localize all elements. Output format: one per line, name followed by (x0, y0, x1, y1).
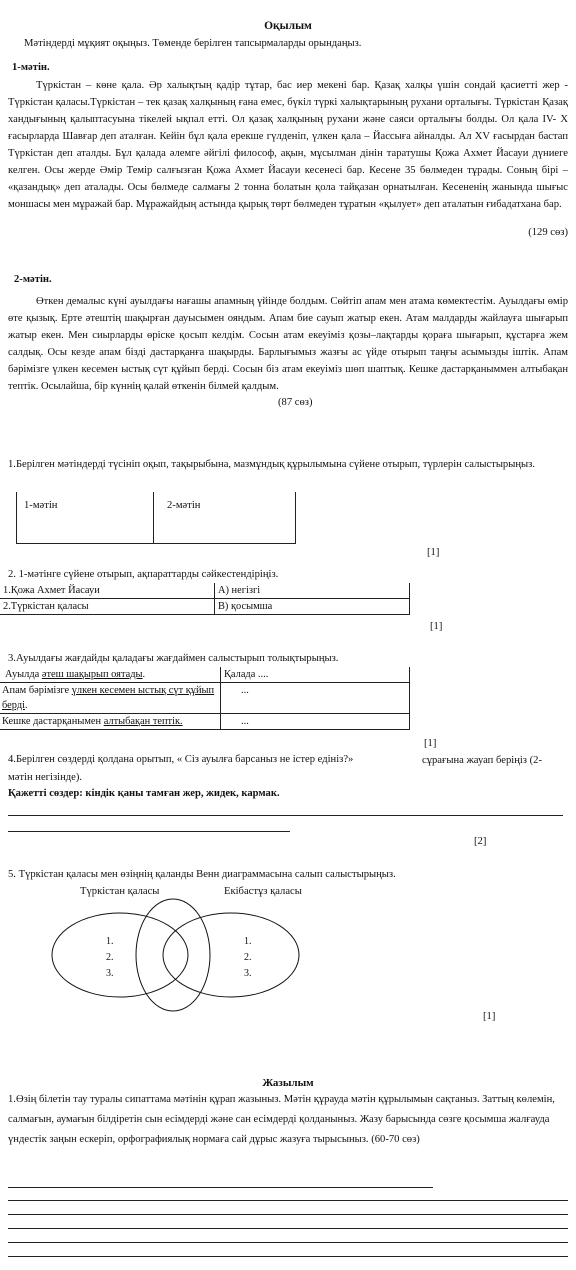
task2-left: 1.Қожа Ахмет Йасауи (3, 585, 100, 596)
writing-answer-line[interactable] (8, 1242, 568, 1243)
task4-text-a: 4.Берілген сөздерді қолдана орытып, « Сіз ауылға барсаныз не істер едініз?» (8, 754, 354, 765)
task4-answer-line[interactable] (8, 831, 290, 832)
venn-middle-ellipse (136, 899, 210, 1011)
text2-label: 2-мәтін. (14, 274, 52, 285)
text1-label: 1-мәтін. (12, 62, 50, 73)
task3-row (0, 714, 410, 730)
task4-text-b: сұрағына жауап беріңіз (2-мәтін негізінде). (8, 755, 542, 783)
task1-col1: 1-мәтін (24, 500, 58, 511)
task1-text: 1.Берілген мәтіндерді түсініп оқып, тақырыбына, мазмұндық құрылымына сүйене отырып, түрлерін салыстырыңыз. (8, 459, 535, 470)
writing-answer-line[interactable] (8, 1256, 568, 1257)
task3-right: Қалада .... (221, 667, 410, 683)
task3-left (0, 714, 221, 730)
task1-col2: 2-мәтін (167, 500, 201, 511)
venn-right-ellipse (163, 913, 299, 997)
task3-r2-a: Апам бәрімізге (2, 685, 72, 696)
task2-right: А) негізгі (215, 583, 410, 599)
task1-score: [1] (427, 547, 440, 558)
venn-left-ellipse (52, 913, 188, 997)
task3-score: [1] (424, 738, 437, 749)
text1-body: Түркістан – көне қала. Әр халықтың қадір тұтар, бас иер мекені бар. Қазақ халқы үшін сондай қасиетті жер - Түркістан қаласы.Түркістан – тек қазақ халқының ғана емес, бүкіл түркі халықтарының рухани орталығы. Түркістан Қазақ хандығының қалыптасуына тікелей ықпал етті. Ол қазақ халқының рухани және саяси орталығы болды. Ол қала IV- X ғасырларда Шавғар деп аталған. Кейін бұл қала ерекше гүлденіп, үлкен қала – Йассыға айналды. Ал XV ғасырдан бастап Түркістан деп аталды. Бұл қалада әлемге әйгілі философ, ақын, мұсылман дінін таратушы Қожа Ахмет Йасауи дүниеге келген. Осы жерде Әмір Темір салғызған Қожа Ахмет Йасауи кесенесі бар. Кесене 35 бөлмеден тұрады. Соның бірі – «қазандық» деп аталады. Осы бөлмеде салмағы 2 тонна болатын қола тайқазан орнатылған. Кесененің жанында шығыс моншасы мен мұражай бар. Мұражайдың астында қырық төрт бөлмеден тұратын «қылует» деп аталатын ғибадатхана бар. (8, 80, 568, 210)
venn-right-item: 2. (244, 952, 252, 963)
text2-word-count: (87 сөз) (278, 397, 313, 408)
task2-left: 2.Түркістан қаласы (3, 601, 89, 612)
writing-answer-line[interactable] (8, 1200, 568, 1201)
task2-right: В) қосымша (215, 599, 410, 615)
task1-table (16, 492, 296, 544)
venn-diagram (45, 895, 305, 1015)
text2-body: Өткен демалыс күні ауылдағы нағашы апамның үйінде болдым. Сөйтіп апам мен атама көмектестім. Ауылдағы өмір өте қызық. Ерте әтештің шақырған дауысымен ояндым. Апам бие сауып жатыр екен. Атам малдарды жайлауға шығарып жатыр екен. Мен сиырларды өріске қосып келдім. Сосын атам екеуіміз қозы–лақтарды қораға шығарып, құстарға жем салдық. Осы кезде апам бізді дастарқанға шақырды. Барлығымыз жазғы ас үйде отырып таңғы асымызды іштік. Апам бәрімізге үлкен кесемен ыстық сүт құйып берді. Сосын біз атам екеуіміз шөп шаптық. Кешке дастарқаныммен алтыбақан тептік. Осылайша, бір күннің қалай өткенін білмей қалдым. (8, 296, 568, 392)
reading-title: Оқылым (264, 20, 312, 32)
task3-right: ... (221, 683, 410, 714)
task3-r1-a: Ауылда (5, 669, 42, 680)
writing-title: Жазылым (262, 1077, 314, 1089)
writing-answer-line[interactable] (8, 1228, 568, 1229)
task3-r1-b: . (142, 669, 146, 680)
task4-needed-words: Қажетті сөздер: кіндік қаны тамған жер, жидек, кармак. (8, 788, 280, 799)
task3-r3-underlined: алтыбақан тептік. (103, 716, 183, 727)
writing-answer-line[interactable] (8, 1187, 433, 1188)
venn-left-item: 2. (106, 952, 114, 963)
venn-left-item: 1. (106, 936, 114, 947)
task3-left (0, 667, 221, 683)
task3-r2-underlined: үлкен кесемен ыстық сүт құйып берді (2, 685, 215, 711)
task2-text: 2. 1-мәтінге сүйене отырып, ақпараттарды сәйкестендіріңіз. (8, 569, 279, 580)
writing-answer-line[interactable] (8, 1214, 568, 1215)
task3-r1-underlined: әтеш шақырып оятады (41, 669, 143, 680)
task3-left (0, 683, 221, 714)
task2-row (0, 583, 410, 599)
task5-score: [1] (483, 1011, 496, 1022)
task4-score: [2] (474, 836, 487, 847)
task2-score: [1] (430, 621, 443, 632)
venn-left-item: 3. (106, 968, 114, 979)
task3-text: 3.Ауылдағы жағдайды қаладағы жағдаймен салыстырып толықтырыңыз. (8, 653, 339, 664)
text1-word-count: (129 сөз) (528, 227, 568, 238)
task4-answer-line[interactable] (8, 815, 563, 816)
reading-instruction: Мәтіндерді мұқият оқыңыз. Төменде берілген тапсырмаларды орындаңыз. (24, 38, 362, 49)
venn-left-label: Түркістан қаласы (80, 886, 160, 897)
task2-row (0, 599, 410, 615)
task3-row (0, 667, 410, 683)
task3-r3-a: Кешке дастарқанымен (2, 716, 104, 727)
task3-r2-b: . (25, 700, 28, 711)
venn-right-item: 1. (244, 936, 252, 947)
task5-text: 5. Түркістан қаласы мен өзіңнің қаланды Венн диаграммасына салып салыстырыңыз. (8, 869, 396, 880)
task1-divider (153, 492, 154, 543)
task3-table (0, 667, 410, 730)
venn-right-item: 3. (244, 968, 252, 979)
venn-right-label: Екібастұз қаласы (224, 886, 302, 897)
writing-task: 1.Өзің білетін тау туралы сипаттама мәтінін құрап жазыныз. Мәтін құрауда мәтін құрылымын сақтаныз. Заттың көлемін, салмағын, аумағын білдіретін сын есімдерді және сан есімдерді қолданыныз. Жазу барысында сөзге қосымша жалғауда үндестік заңын ескеріп, орфографиялық нормаға сай дұрыс жазуға тырысыныз. (60-70 сөз) (8, 1094, 555, 1145)
task2-table (0, 583, 410, 615)
task3-row (0, 683, 410, 714)
task3-right: ... (221, 714, 410, 730)
